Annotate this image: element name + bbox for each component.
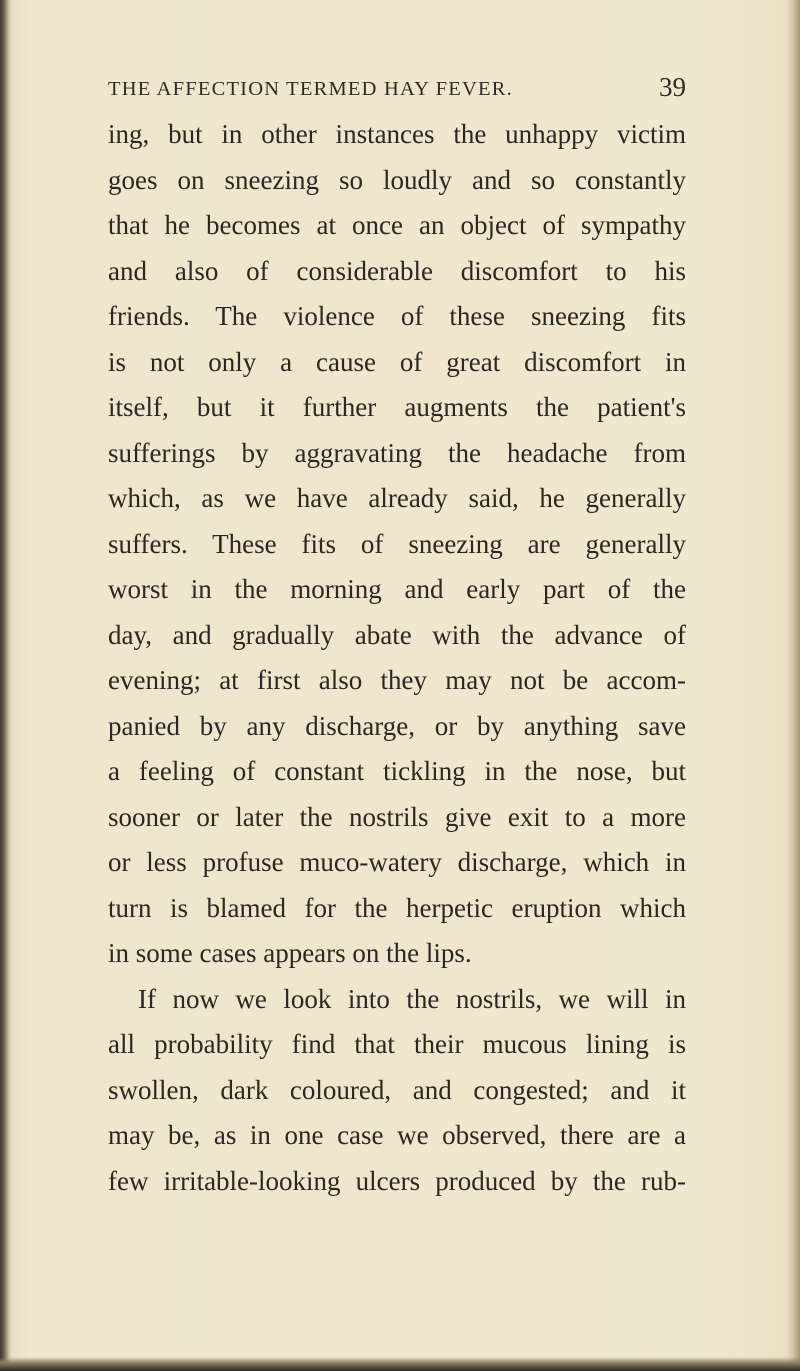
text-line: and also of considerable discomfort to his: [108, 255, 686, 286]
page-header: [108, 72, 686, 108]
text-line: turn is blamed for the herpetic eruption which: [108, 892, 686, 923]
text-line: worst in the morning and early part of the: [108, 574, 686, 604]
text-line: panied by any discharge, or by anything save: [108, 710, 686, 741]
text-line: day, and gradually abate with the advance of: [108, 619, 686, 650]
page-right-edge: [786, 0, 800, 1371]
text-line: which, as we have already said, he generally: [108, 483, 686, 513]
body-text: [108, 112, 686, 1204]
running-head: THE AFFECTION TERMED HAY FEVER.: [108, 78, 513, 100]
text-line: a feeling of constant tickling in the nose, but: [108, 756, 686, 786]
text-line: If now we look into the nostrils, we will in: [138, 983, 686, 1014]
text-line: goes on sneezing so loudly and so constantly: [108, 164, 686, 195]
text-line: all probability find that their mucous lining is: [108, 1029, 686, 1059]
text-line: few irritable-looking ulcers produced by the rub-: [108, 1165, 686, 1196]
text-line: or less profuse muco-watery discharge, which in: [108, 847, 686, 877]
page-bottom-edge: [0, 1357, 800, 1371]
text-line: suffers. These fits of sneezing are generally: [108, 528, 686, 559]
text-line: evening; at first also they may not be accom-: [108, 665, 686, 695]
text-line: friends. The violence of these sneezing fits: [108, 301, 686, 331]
text-line: sooner or later the nostrils give exit to a more: [108, 801, 686, 832]
page-number: 39: [659, 72, 686, 102]
text-line: sufferings by aggravating the headache from: [108, 437, 686, 468]
text-line: ing, but in other instances the unhappy victim: [108, 119, 686, 149]
text-line: may be, as in one case we observed, there are a: [108, 1120, 686, 1150]
text-line: that he becomes at once an object of sympathy: [108, 210, 686, 240]
page-left-edge: [0, 0, 12, 1371]
text-line: swollen, dark coloured, and congested; and it: [108, 1074, 686, 1105]
text-line: itself, but it further augments the patient's: [108, 392, 686, 422]
text-line: in some cases appears on the lips.: [108, 938, 472, 968]
text-line: is not only a cause of great discomfort in: [108, 346, 686, 377]
